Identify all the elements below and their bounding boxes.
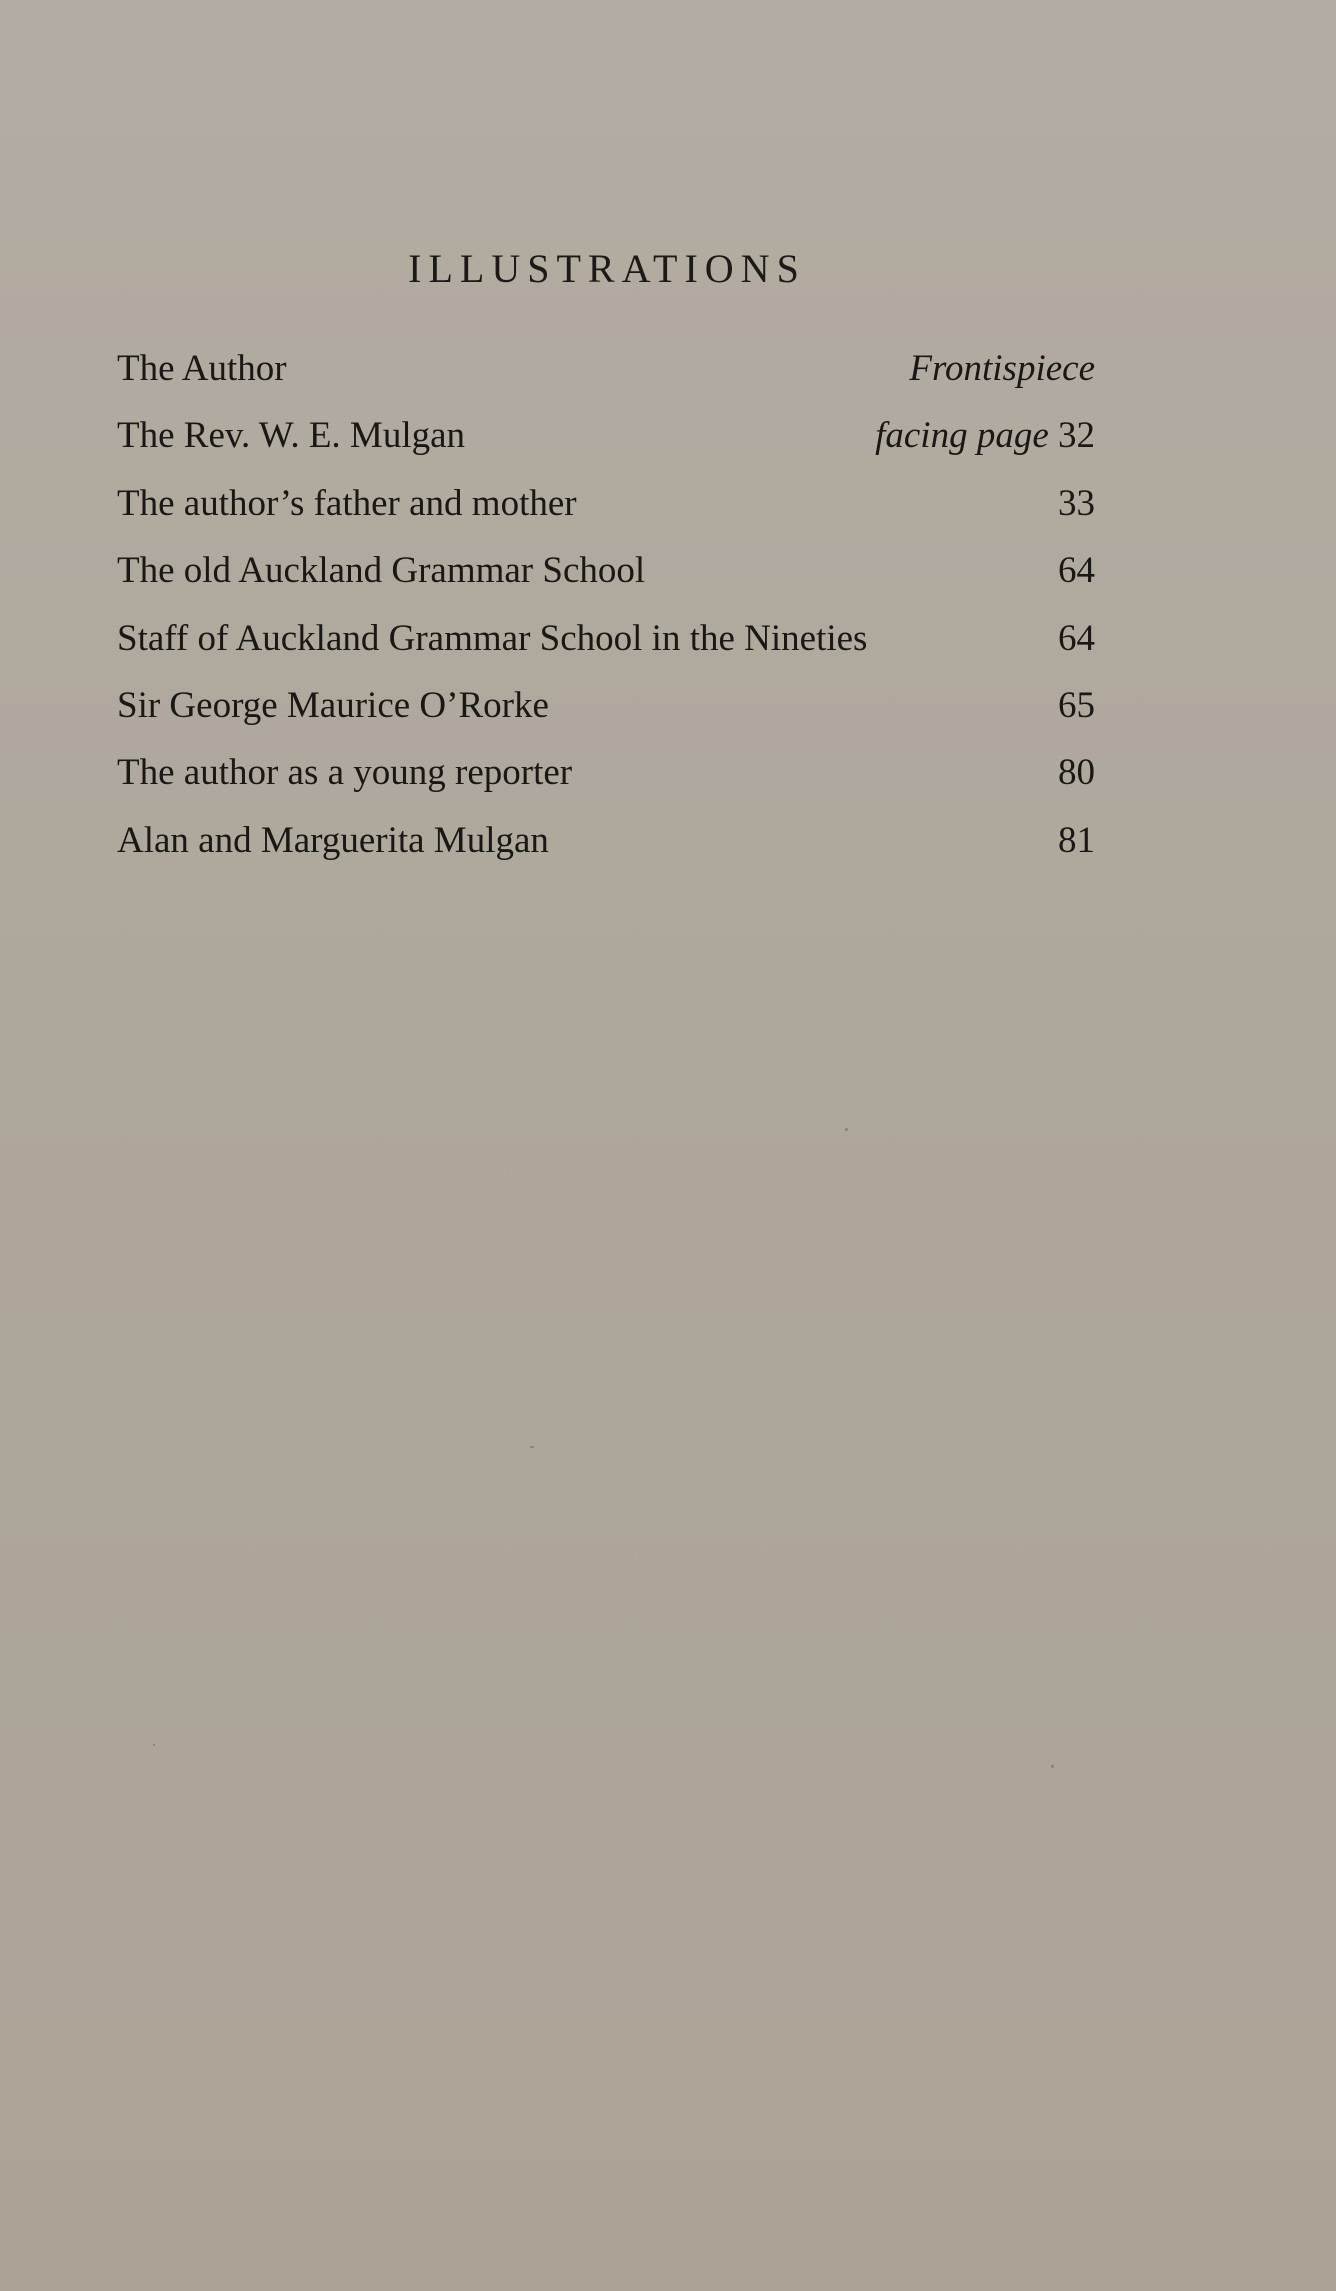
list-item [117, 537, 1095, 604]
entry-title: The author’s father and mother [117, 482, 577, 524]
entry-title: Staff of Auckland Grammar School in the Nineties [117, 617, 868, 659]
list-item [117, 672, 1095, 739]
list-item [117, 807, 1095, 874]
paper-speck [845, 1128, 848, 1131]
paper-speck [153, 1744, 155, 1746]
entry-page-ref [1058, 739, 1095, 806]
entry-page-number: 64 [1058, 550, 1095, 592]
entry-page-prefix: Frontispiece [909, 348, 1095, 389]
entry-title: The author as a young reporter [117, 752, 573, 794]
page-heading: ILLUSTRATIONS [408, 246, 806, 291]
list-item [117, 402, 1095, 469]
entry-title: The Rev. W. E. Mulgan [117, 415, 466, 457]
list-item [117, 605, 1095, 672]
list-item [117, 739, 1095, 806]
entry-page-number: 32 [1058, 415, 1095, 457]
illustrations-list [117, 335, 1095, 874]
entry-page-ref [909, 335, 1095, 402]
list-item [117, 335, 1095, 402]
list-item [117, 470, 1095, 537]
paper-speck [1051, 1765, 1054, 1768]
entry-page-ref [1058, 605, 1095, 672]
entry-page-ref [1058, 672, 1095, 739]
entry-page-number: 64 [1058, 617, 1095, 659]
entry-page-ref [1058, 537, 1095, 604]
entry-title: The old Auckland Grammar School [117, 550, 646, 592]
entry-page-ref [1058, 470, 1095, 537]
entry-page-ref [1058, 807, 1095, 874]
entry-title: Alan and Marguerita Mulgan [117, 819, 549, 861]
paper-speck [530, 1446, 534, 1448]
entry-page-number: 80 [1058, 752, 1095, 794]
entry-page-ref [875, 402, 1095, 469]
entry-page-prefix: facing page [875, 415, 1049, 457]
entry-title: The Author [117, 348, 287, 389]
entry-page-number: 81 [1058, 819, 1095, 861]
entry-page-number: 65 [1058, 684, 1095, 726]
entry-page-number: 33 [1058, 482, 1095, 524]
entry-title: Sir George Maurice O’Rorke [117, 684, 549, 726]
